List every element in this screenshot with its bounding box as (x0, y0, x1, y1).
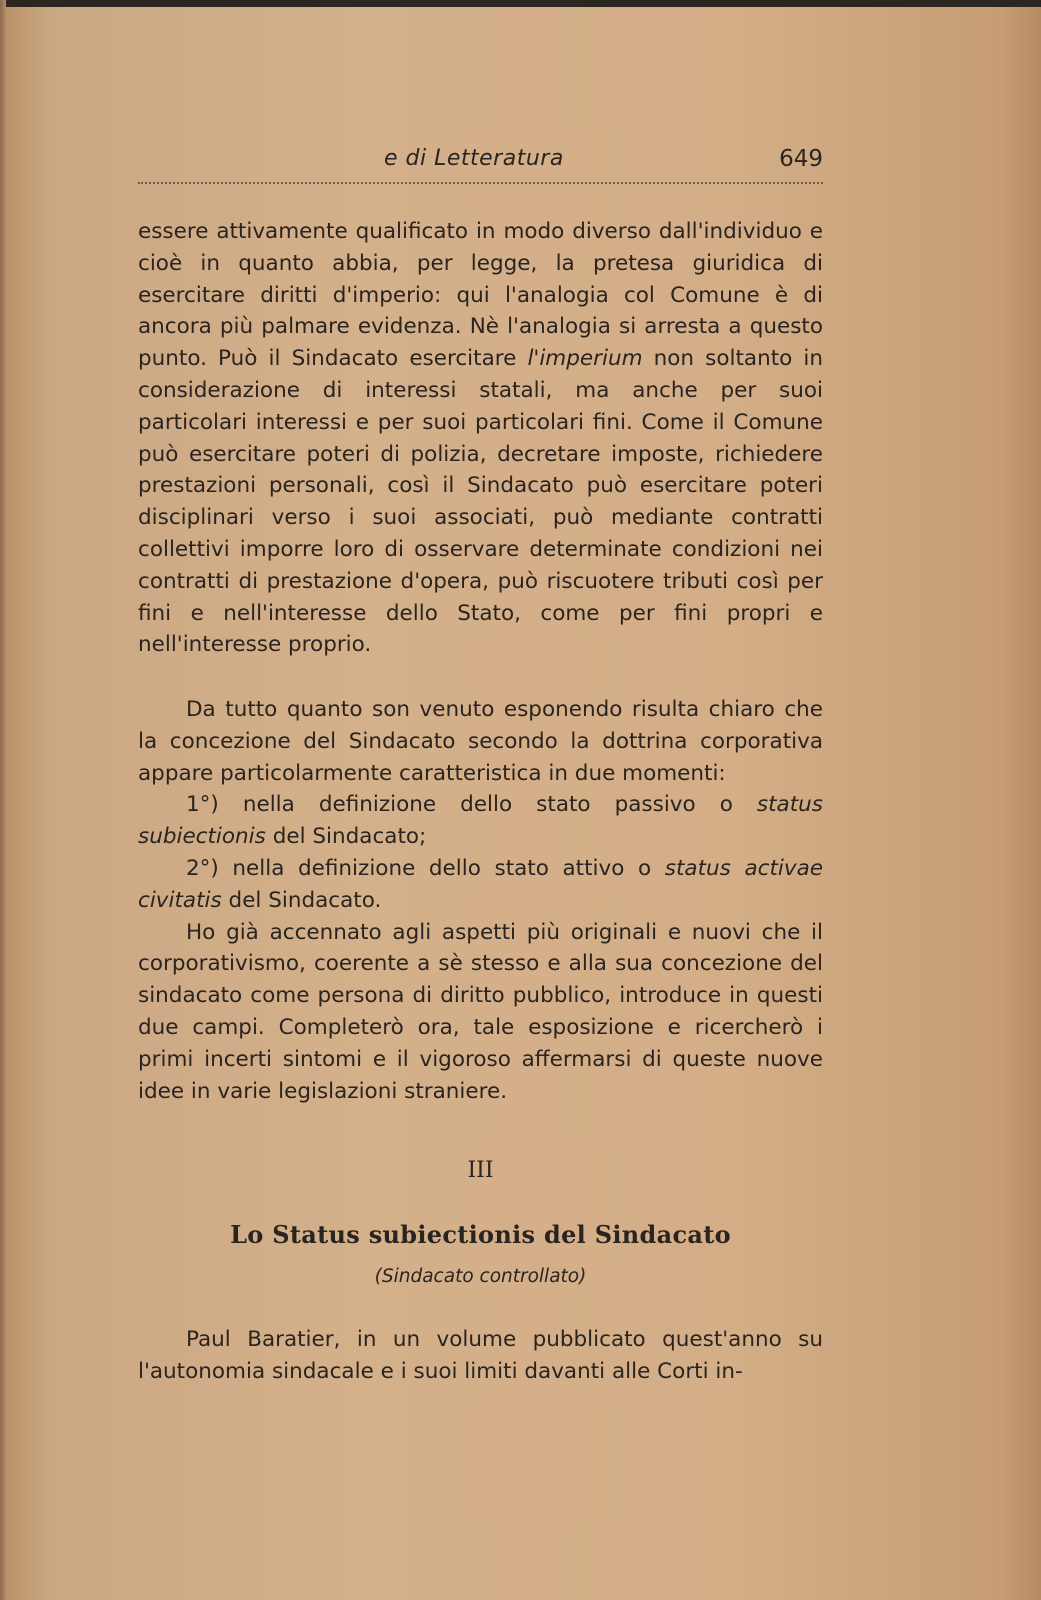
list-item-2-tail: del Sindacato. (228, 887, 382, 913)
paragraph-1-tail: non soltanto in considerazione di interessi statali, ma anche per suoi particolari interessi e per suoi particolari fini. Come il Comune può esercitare poteri di polizia, decretare imposte, richiedere prestazioni personali, così il Sindacato può esercitare poteri disciplinari verso i suoi associati, può mediante contratti collettivi imporre loro di osservare determinate condizioni nei contratti di prestazione d'opera, può riscuotere tributi così per fini e nell'interesse dello Stato, come per fini propri e nell'interesse proprio. (138, 346, 823, 658)
paragraph-4: Paul Baratier, in un volume pubblicato quest'anno su l'autonomia sindacale e i suoi limiti davanti alle Corti in- (138, 1327, 823, 1384)
running-title: e di Letteratura (384, 146, 564, 171)
list-item-1 (138, 789, 823, 853)
paragraph-1 (138, 216, 823, 661)
paragraph-3: Ho già accennato agli aspetti più originali e nuovi che il corporativismo, coerente a sè stesso e alla sua concezione del sindacato come persona di diritto pubblico, introduce in questi due campi. Completerò ora, tale esposizione e ricercherò i primi incerti sintomi e il vigoroso affermarsi di queste nuove idee in varie legislazioni straniere. (138, 919, 823, 1104)
page-top-edge (0, 0, 1041, 7)
paragraph-1-text: essere attivamente qualificato in modo diverso dall'individuo e cioè in quanto abbia, per legge, la pretesa giuridica di esercitare diritti d'imperio: qui l'analogia col Comune è di ancora più palmare evidenza. Nè l'analogia si arresta a questo punto. Può il Sindacato esercitare (138, 219, 823, 372)
body-text-block-2 (138, 694, 823, 1107)
body-text-block-3 (138, 1324, 823, 1388)
body-text-block-1 (138, 216, 823, 661)
page-number: 649 (779, 146, 823, 172)
section-subtitle: (Sindacato controllato) (374, 1266, 587, 1287)
paragraph-1-italic: l'imperium (527, 346, 643, 372)
paragraph-2: Da tutto quanto son venuto esponendo risulta chiaro che la concezione del Sindacato secondo la dottrina corporativa appare particolarmente caratteristica in due momenti: (138, 697, 823, 786)
list-item-1-italic: status subiectionis (138, 792, 823, 850)
section-number: III (467, 1158, 494, 1183)
section-title: Lo Status subiectionis del Sindacato (230, 1220, 731, 1249)
header-dotted-rule (138, 182, 823, 184)
list-item-1-tail: del Sindacato; (272, 824, 427, 850)
list-item-1-text: 1°) nella definizione dello stato passivo o (186, 792, 733, 818)
running-header (138, 142, 823, 178)
list-item-2 (138, 853, 823, 917)
page-binding-edge (0, 0, 6, 1600)
list-item-2-text: 2°) nella definizione dello stato attivo o (186, 855, 652, 881)
list-item-2-italic: status activae civitatis (138, 855, 823, 913)
